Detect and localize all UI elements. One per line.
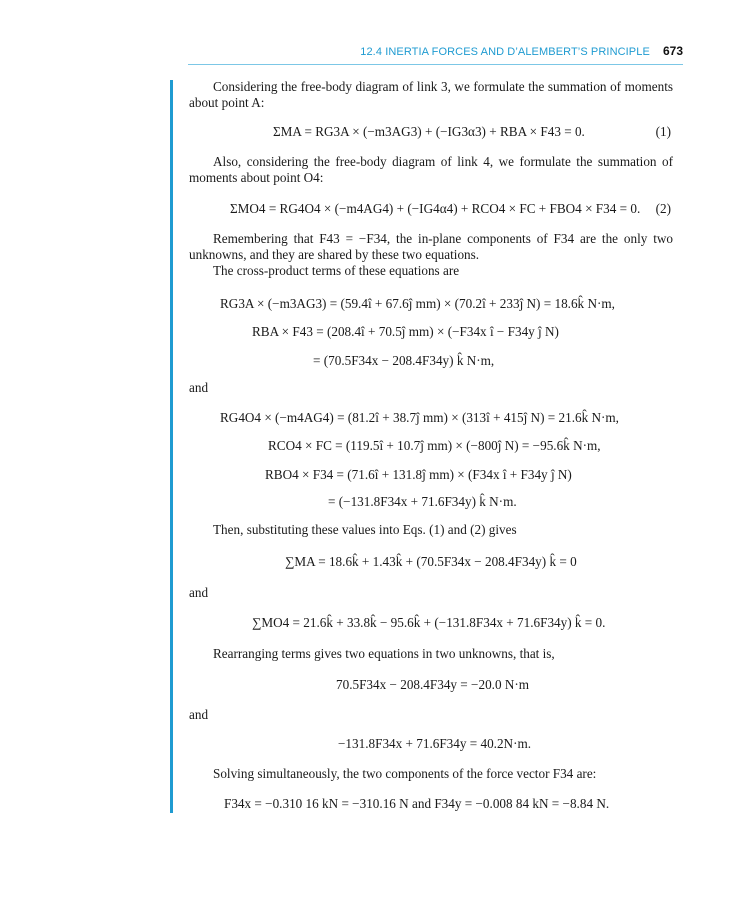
equation-2: ΣMO4 = RG4O4 × (−m4AG4) + (−IG4α4) + RCO4 × FC + FBO4 × F34 = 0. [230,201,641,216]
equation-1-number: (1) [655,124,671,139]
equation-2-number: (2) [655,201,671,216]
paragraph-3: Remembering that F43 = −F34, the in-plane components of F34 are the only two unknowns, and they are shared by these two equations. [189,231,673,262]
moment-sum-o4: ∑MO4 = 21.6k̂ + 33.8k̂ − 95.6k̂ + (−131.8F34x + 71.6F34y) k̂ = 0. [252,615,606,630]
cross-product-4: RG4O4 × (−m4AG4) = (81.2î + 38.7ĵ mm) × (313î + 415ĵ N) = 21.6k̂ N·m, [220,410,619,425]
paragraph-1: Considering the free-body diagram of link 3, we formulate the summation of moments about point A: [189,79,673,110]
connector-and-1: and [189,380,209,395]
cross-product-2: RBA × F43 = (208.4î + 70.5ĵ mm) × (−F34x î − F34y ĵ N) [252,324,559,339]
linear-equation-1: 70.5F34x − 208.4F34y = −20.0 N·m [336,677,530,692]
result-equation: F34x = −0.310 16 kN = −310.16 N and F34y = −0.008 84 kN = −8.84 N. [224,796,610,811]
equation-1: ΣMA = RG3A × (−m3AG3) + (−IG3α3) + RBA × F43 = 0. [273,124,585,139]
running-head [188,44,683,65]
paragraph-6: Rearranging terms gives two equations in two unknowns, that is, [213,646,555,661]
cross-product-3: = (70.5F34x − 208.4F34y) k̂ N·m, [313,353,495,368]
margin-rule [170,80,173,813]
cross-product-7: = (−131.8F34x + 71.6F34y) k̂ N·m. [328,494,517,509]
cross-product-1: RG3A × (−m3AG3) = (59.4î + 67.6ĵ mm) × (70.2î + 233ĵ N) = 18.6k̂ N·m, [220,296,615,311]
paragraph-4: The cross-product terms of these equations are [213,263,460,278]
page-number: 673 [662,44,683,58]
paragraph-5: Then, substituting these values into Eqs. (1) and (2) gives [213,522,517,537]
paragraph-2: Also, considering the free-body diagram of link 4, we formulate the summation of moments about point O4: [189,154,673,185]
linear-equation-2: −131.8F34x + 71.6F34y = 40.2N·m. [338,736,532,751]
connector-and-2: and [189,585,209,600]
cross-product-6: RBO4 × F34 = (71.6î + 131.8ĵ mm) × (F34x î + F34y ĵ N) [265,467,572,482]
paragraph-7: Solving simultaneously, the two components of the force vector F34 are: [213,766,597,781]
connector-and-3: and [189,707,209,722]
moment-sum-a: ∑MA = 18.6k̂ + 1.43k̂ + (70.5F34x − 208.4F34y) k̂ = 0 [285,554,577,569]
cross-product-5: RCO4 × FC = (119.5î + 10.7ĵ mm) × (−800ĵ N) = −95.6k̂ N·m, [268,438,601,453]
section-title: 12.4 INERTIA FORCES AND D’ALEMBERT’S PRINCIPLE [360,46,650,58]
